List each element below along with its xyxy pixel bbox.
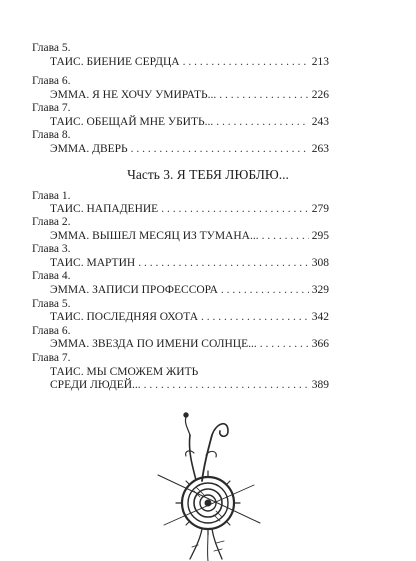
dot-leader — [221, 284, 309, 297]
toc-entry[interactable] — [50, 89, 329, 102]
chapter-number: Глава 4. — [32, 270, 71, 282]
toc-entry[interactable] — [50, 143, 329, 156]
chapter-title: ТАИС. МАРТИН — [50, 257, 136, 269]
dot-leader — [260, 338, 309, 351]
toc-entry[interactable] — [50, 379, 329, 392]
chapter-number: Глава 7. — [32, 102, 71, 114]
ornamental-spiral-plant-illustration — [150, 405, 270, 561]
dot-leader — [131, 143, 309, 156]
chapter-number: Глава 6. — [32, 75, 71, 87]
toc-entry[interactable] — [50, 257, 329, 270]
chapter-title: ТАИС. ПОСЛЕДНЯЯ ОХОТА — [50, 311, 198, 323]
page-number: 329 — [311, 284, 329, 296]
toc-entry[interactable] — [50, 203, 329, 216]
chapter-number: Глава 7. — [32, 352, 71, 364]
page-number: 342 — [311, 311, 329, 323]
chapter-title: ТАИС. ОБЕЩАЙ МНЕ УБИТЬ... — [50, 116, 214, 128]
chapter-title: ЭММА. ЗВЕЗДА ПО ИМЕНИ СОЛНЦЕ... — [50, 338, 257, 350]
chapter-title: ЭММА. Я НЕ ХОЧУ УМИРАТЬ... — [50, 89, 217, 101]
chapter-title: ЭММА. ДВЕРЬ — [50, 143, 128, 155]
dot-leader — [183, 56, 309, 69]
chapter-number: Глава 1. — [32, 190, 71, 202]
chapter-number: Глава 5. — [32, 298, 71, 310]
toc-entry[interactable] — [50, 284, 329, 297]
chapter-number: Глава 5. — [32, 42, 71, 54]
toc-entry[interactable] — [50, 311, 329, 324]
dot-leader — [262, 230, 309, 243]
toc-entry[interactable] — [50, 56, 329, 69]
dot-leader — [144, 379, 309, 392]
page-number: 213 — [311, 56, 329, 68]
dot-leader — [161, 203, 309, 216]
page-number: 295 — [311, 230, 329, 242]
chapter-title: ТАИС. НАПАДЕНИЕ — [50, 203, 159, 215]
dot-leader — [201, 311, 309, 324]
dot-leader — [138, 257, 309, 270]
chapter-number: Глава 6. — [32, 325, 71, 337]
dot-leader — [216, 116, 309, 129]
part-heading: Часть 3. Я ТЕБЯ ЛЮБЛЮ... — [127, 167, 289, 182]
chapter-title: ЭММА. ВЫШЕЛ МЕСЯЦ ИЗ ТУМАНА... — [50, 230, 259, 242]
chapter-title: ЭММА. ЗАПИСИ ПРОФЕССОРА — [50, 284, 218, 296]
toc-entry[interactable] — [50, 338, 329, 351]
toc-entry[interactable] — [50, 230, 329, 243]
chapter-number: Глава 8. — [32, 129, 71, 141]
chapter-number: Глава 3. — [32, 243, 71, 255]
chapter-number: Глава 2. — [32, 216, 71, 228]
toc-entry[interactable] — [50, 116, 329, 129]
page-number: 263 — [311, 143, 329, 155]
dot-leader — [219, 89, 309, 102]
page-number: 226 — [311, 89, 329, 101]
page-number: 308 — [311, 257, 329, 269]
chapter-title: СРЕДИ ЛЮДЕЙ... — [50, 379, 141, 391]
page-number: 279 — [311, 203, 329, 215]
page-number: 243 — [311, 116, 329, 128]
chapter-title-line1: ТАИС. МЫ СМОЖЕМ ЖИТЬ — [50, 366, 199, 378]
page-number: 366 — [311, 338, 329, 350]
chapter-title: ТАИС. БИЕНИЕ СЕРДЦА — [50, 56, 180, 68]
page-number: 389 — [311, 379, 329, 391]
